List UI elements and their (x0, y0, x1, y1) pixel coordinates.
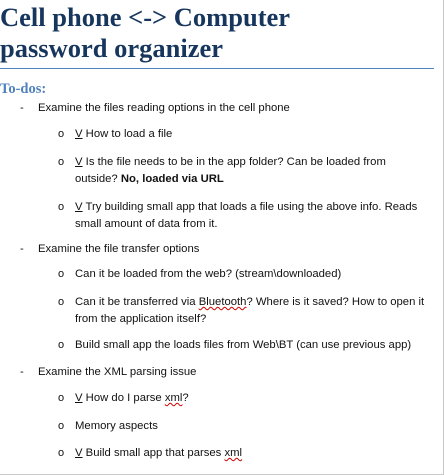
done-check-mark: V (75, 128, 83, 140)
todo-group-label: Examine the file transfer options (38, 243, 200, 255)
todo-item-text (75, 126, 425, 143)
todo-text: ? Where is it saved? How to open it from the application itself? (75, 296, 425, 325)
circle-bullet: o (58, 447, 65, 459)
circle-bullet: o (58, 296, 65, 308)
todo-text: Build small app that parses (82, 447, 225, 459)
todo-group-label: Examine the files reading options in the cell phone (38, 102, 290, 114)
circle-bullet: o (58, 420, 65, 432)
spellcheck-word: xml (164, 392, 183, 404)
todo-text: Memory aspects (75, 420, 158, 432)
done-check-mark: V (75, 201, 83, 213)
todo-text: How to load a file (82, 128, 173, 140)
done-check-mark: V (75, 392, 83, 404)
todo-text: Can it be loaded from the web? (stream\downloaded) (75, 268, 342, 280)
dash-bullet: - (20, 243, 24, 255)
todo-text: ? (182, 392, 189, 404)
spellcheck-word: xml (224, 447, 243, 459)
todo-item-text (75, 154, 425, 188)
dash-bullet: - (20, 102, 24, 114)
circle-bullet: o (58, 201, 65, 213)
todo-answer-bold: No, loaded via URL (120, 173, 224, 185)
circle-bullet: o (58, 268, 65, 280)
todo-item-text (75, 294, 425, 328)
todo-item-text (75, 199, 425, 233)
spellcheck-word: Bluetooth (198, 296, 247, 308)
circle-bullet: o (58, 156, 65, 168)
circle-bullet: o (58, 339, 65, 351)
todo-text: Can it be transferred via (75, 296, 199, 308)
document-title (0, 2, 290, 64)
todo-item-text (75, 445, 425, 462)
circle-bullet: o (58, 128, 65, 140)
title-underline-rule (0, 68, 434, 69)
todo-group-label: Examine the XML parsing issue (38, 366, 197, 378)
title-line-2: password organizer (0, 33, 224, 63)
todo-text: Build small app the loads files from Web\BT (can use previous app) (75, 339, 412, 351)
todo-text: Try building small app that loads a file using the above info. Reads small amount of data from it. (75, 201, 418, 230)
done-check-mark: V (75, 447, 83, 459)
todo-text: Is the file needs to be in the app folder? Can be loaded from outside? (75, 156, 386, 185)
title-line-1: Cell phone <-> Computer (0, 2, 291, 32)
todo-text: How do I parse (82, 392, 165, 404)
done-check-mark: V (75, 156, 83, 168)
circle-bullet: o (58, 392, 65, 404)
dash-bullet: - (20, 366, 24, 378)
todo-item-text (75, 390, 425, 407)
section-heading-todos: To-dos: (0, 81, 47, 97)
